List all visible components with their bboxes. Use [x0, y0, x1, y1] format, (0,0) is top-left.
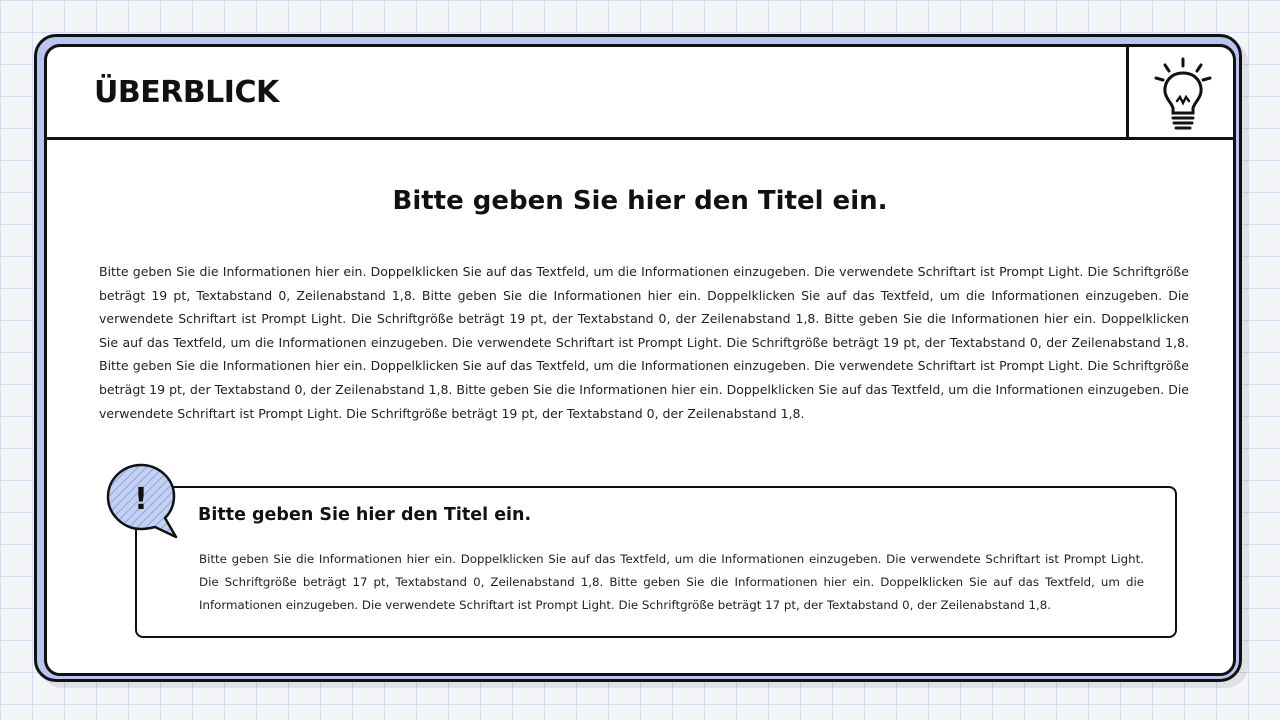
callout-box — [135, 486, 1177, 638]
callout-body-text: Bitte geben Sie die Informationen hier ein. Doppelklicken Sie auf das Textfeld, um die Informationen einzugeben. Die verwendete Schriftart ist Prompt Light. Die Schriftgröße beträgt 17 pt, Textabstand 0, Zeilenabstand 1,8. Bitte geben Sie die Informationen hier ein. Doppelklicken Sie auf das Textfeld, um die Informationen einzugeben. Die verwendete Schriftart ist Prompt Light. Die Schriftgröße beträgt 17 pt, der Textabstand 0, der Zeilenabstand 1,8. — [199, 552, 1144, 612]
header-bar — [47, 47, 1233, 140]
exclamation-bubble-icon — [101, 461, 181, 541]
header-title: ÜBERBLICK — [94, 75, 279, 110]
main-body-text: Bitte geben Sie die Informationen hier ein. Doppelklicken Sie auf das Textfeld, um die Informationen einzugeben. Die verwendete Schriftart ist Prompt Light. Die Schriftgröße beträgt 19 pt, Textabstand 0, Zeilenabstand 1,8. Bitte geben Sie die Informationen hier ein. Doppelklicken Sie auf das Textfeld, um die Informationen einzugeben. Die verwendete Schriftart ist Prompt Light. Die Schriftgröße beträgt 19 pt, der Textabstand 0, der Zeilenabstand 1,8. Bitte geben Sie die Informationen hier ein. Doppelklicken Sie auf das Textfeld, um die Informationen einzugeben. Die verwendete Schriftart ist Prompt Light. Die Schriftgröße beträgt 19 pt, der Textabstand 0, der Zeilenabstand 1,8. Bitte geben Sie die Informationen hier ein. Doppelklicken Sie auf das Textfeld, um die Informationen einzugeben. Die verwendete Schriftart ist Prompt Light. Die Schriftgröße beträgt 19 pt, der Textabstand 0, der Zeilenabstand 1,8. Bitte geben Sie die Informationen hier ein. Doppelklicken Sie auf das Textfeld, um die Informationen einzugeben. Die verwendete Schriftart ist Prompt Light. Die Schriftgröße beträgt 19 pt, der Textabstand 0, der Zeilenabstand 1,8. — [99, 264, 1189, 421]
header-divider — [1126, 47, 1129, 137]
slide-card — [44, 44, 1236, 676]
lightbulb-icon — [1151, 53, 1215, 133]
exclamation-mark: ! — [134, 482, 148, 517]
main-title: Bitte geben Sie hier den Titel ein. — [392, 186, 888, 216]
callout-title: Bitte geben Sie hier den Titel ein. — [198, 505, 532, 525]
